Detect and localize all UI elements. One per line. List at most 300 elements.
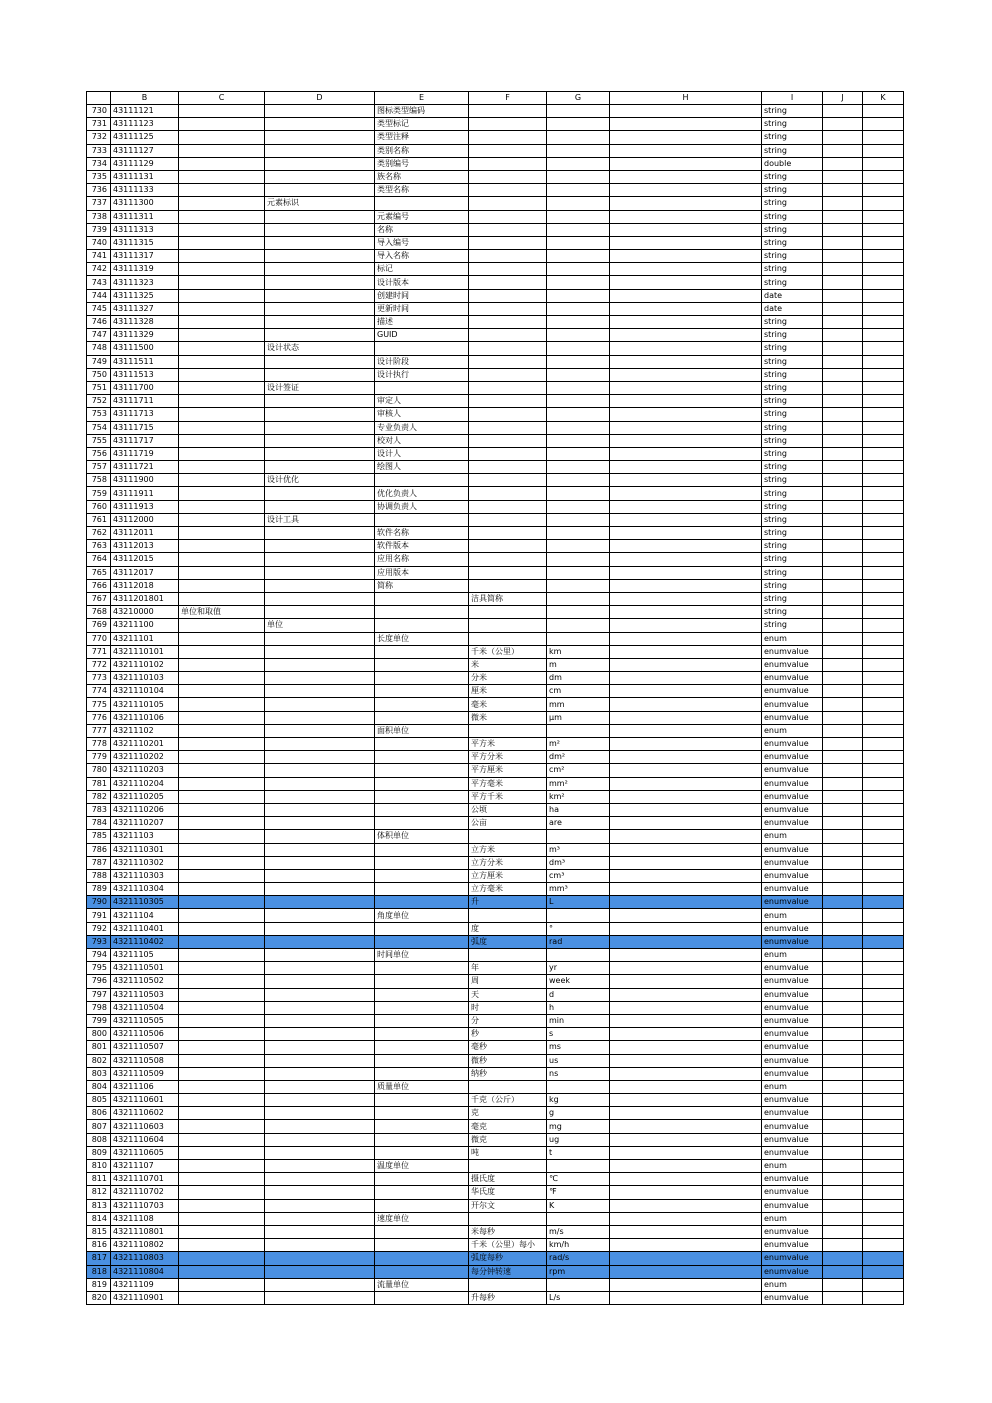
table-row[interactable] [87,645,904,658]
level2-cell[interactable] [265,302,375,315]
column-k-cell[interactable] [863,421,904,434]
name-cell[interactable]: 弧度每秒 [469,1252,547,1265]
level3-cell[interactable]: 简称 [375,579,469,592]
code-cell[interactable]: 43111319 [111,263,179,276]
column-k-cell[interactable] [863,527,904,540]
unit-cell[interactable]: are [547,817,610,830]
code-cell[interactable]: 4321110506 [111,1028,179,1041]
column-j-cell[interactable] [823,513,863,526]
name-cell[interactable] [469,236,547,249]
unit-cell[interactable]: m [547,658,610,671]
column-k-cell[interactable] [863,540,904,553]
unit-cell[interactable]: d [547,988,610,1001]
row-number-cell[interactable]: 801 [87,1041,111,1054]
level1-cell[interactable] [179,856,265,869]
table-row[interactable] [87,302,904,315]
table-row[interactable] [87,447,904,460]
level3-cell[interactable] [375,856,469,869]
name-cell[interactable]: 千克（公斤） [469,1094,547,1107]
name-cell[interactable] [469,289,547,302]
type-cell[interactable]: string [762,434,823,447]
level2-cell[interactable] [265,461,375,474]
code-cell[interactable]: 43111311 [111,210,179,223]
level1-cell[interactable] [179,302,265,315]
name-cell[interactable] [469,619,547,632]
name-cell[interactable]: 秒 [469,1028,547,1041]
level3-cell[interactable]: 流量单位 [375,1278,469,1291]
level3-cell[interactable]: 角度单位 [375,909,469,922]
column-j-cell[interactable] [823,922,863,935]
note-cell[interactable] [610,527,762,540]
column-k-cell[interactable] [863,487,904,500]
name-cell[interactable]: 天 [469,988,547,1001]
unit-cell[interactable] [547,236,610,249]
row-number-cell[interactable]: 819 [87,1278,111,1291]
level1-cell[interactable] [179,922,265,935]
column-k-cell[interactable] [863,764,904,777]
code-cell[interactable]: 43211102 [111,724,179,737]
row-number-cell[interactable]: 808 [87,1133,111,1146]
row-number-cell[interactable]: 784 [87,817,111,830]
level3-cell[interactable]: 导入名称 [375,250,469,263]
column-j-cell[interactable] [823,434,863,447]
unit-cell[interactable]: m/s [547,1225,610,1238]
level2-cell[interactable] [265,1146,375,1159]
level3-cell[interactable]: 族名称 [375,170,469,183]
table-row[interactable] [87,856,904,869]
unit-cell[interactable]: L [547,896,610,909]
table-row[interactable] [87,843,904,856]
level1-cell[interactable] [179,1107,265,1120]
level3-cell[interactable] [375,883,469,896]
level1-cell[interactable] [179,1225,265,1238]
column-j-cell[interactable] [823,236,863,249]
column-j-cell[interactable] [823,302,863,315]
code-cell[interactable]: 4321110207 [111,817,179,830]
level3-cell[interactable]: 审核人 [375,408,469,421]
column-j-cell[interactable] [823,474,863,487]
row-number-cell[interactable]: 748 [87,342,111,355]
level1-cell[interactable] [179,803,265,816]
note-cell[interactable] [610,447,762,460]
table-row[interactable] [87,157,904,170]
note-cell[interactable] [610,1014,762,1027]
code-cell[interactable]: 4321110507 [111,1041,179,1054]
note-cell[interactable] [610,1054,762,1067]
level3-cell[interactable] [375,672,469,685]
table-row[interactable] [87,1186,904,1199]
table-row[interactable] [87,408,904,421]
code-cell[interactable]: 4321110901 [111,1291,179,1304]
note-cell[interactable] [610,513,762,526]
name-cell[interactable] [469,184,547,197]
column-k-cell[interactable] [863,632,904,645]
level1-cell[interactable] [179,131,265,144]
level1-cell[interactable]: 单位和取值 [179,606,265,619]
unit-cell[interactable]: μm [547,711,610,724]
level2-cell[interactable] [265,540,375,553]
column-j-cell[interactable] [823,883,863,896]
column-k-cell[interactable] [863,316,904,329]
code-cell[interactable]: 43111129 [111,157,179,170]
unit-cell[interactable] [547,830,610,843]
column-k-cell[interactable] [863,1173,904,1186]
column-k-cell[interactable] [863,658,904,671]
column-k-cell[interactable] [863,184,904,197]
name-cell[interactable] [469,1080,547,1093]
table-row[interactable] [87,724,904,737]
code-cell[interactable]: 4321110401 [111,922,179,935]
row-number-cell[interactable]: 736 [87,184,111,197]
level2-cell[interactable] [265,1278,375,1291]
level1-cell[interactable] [179,513,265,526]
unit-cell[interactable] [547,421,610,434]
level2-cell[interactable]: 元素标识 [265,197,375,210]
table-row[interactable] [87,105,904,118]
row-number-cell[interactable]: 735 [87,170,111,183]
table-row[interactable] [87,461,904,474]
name-cell[interactable]: 洁具简称 [469,592,547,605]
table-row[interactable] [87,1080,904,1093]
name-cell[interactable] [469,131,547,144]
type-cell[interactable]: enumvalue [762,1107,823,1120]
level3-cell[interactable]: 应用版本 [375,566,469,579]
name-cell[interactable] [469,276,547,289]
note-cell[interactable] [610,1120,762,1133]
name-cell[interactable]: 克 [469,1107,547,1120]
note-cell[interactable] [610,342,762,355]
column-j-cell[interactable] [823,949,863,962]
column-j-cell[interactable] [823,250,863,263]
row-number-cell[interactable]: 759 [87,487,111,500]
unit-cell[interactable]: m² [547,738,610,751]
column-j-cell[interactable] [823,830,863,843]
unit-cell[interactable]: rad [547,935,610,948]
note-cell[interactable] [610,685,762,698]
level2-cell[interactable] [265,1041,375,1054]
level3-cell[interactable] [375,1014,469,1027]
column-j-cell[interactable] [823,1278,863,1291]
unit-cell[interactable]: cm² [547,764,610,777]
name-cell[interactable] [469,566,547,579]
table-row[interactable] [87,922,904,935]
unit-cell[interactable]: cm [547,685,610,698]
row-number-cell[interactable]: 741 [87,250,111,263]
column-k-cell[interactable] [863,1041,904,1054]
unit-cell[interactable] [547,170,610,183]
type-cell[interactable]: date [762,289,823,302]
column-j-cell[interactable] [823,1265,863,1278]
row-number-cell[interactable]: 746 [87,316,111,329]
table-row[interactable] [87,1094,904,1107]
level2-cell[interactable] [265,1239,375,1252]
column-j-cell[interactable] [823,1001,863,1014]
note-cell[interactable] [610,764,762,777]
column-k-cell[interactable] [863,1094,904,1107]
name-cell[interactable]: 平方米 [469,738,547,751]
column-k-cell[interactable] [863,1120,904,1133]
unit-cell[interactable]: ℉ [547,1186,610,1199]
row-number-cell[interactable]: 803 [87,1067,111,1080]
level2-cell[interactable] [265,975,375,988]
table-row[interactable] [87,118,904,131]
note-cell[interactable] [610,223,762,236]
column-header-j[interactable]: J [823,92,863,105]
column-k-cell[interactable] [863,434,904,447]
level2-cell[interactable] [265,1080,375,1093]
column-k-cell[interactable] [863,1133,904,1146]
row-number-cell[interactable]: 765 [87,566,111,579]
level3-cell[interactable] [375,817,469,830]
level1-cell[interactable] [179,843,265,856]
level2-cell[interactable] [265,210,375,223]
level3-cell[interactable]: 优化负责人 [375,487,469,500]
column-k-cell[interactable] [863,698,904,711]
table-row[interactable] [87,236,904,249]
table-row[interactable] [87,210,904,223]
column-j-cell[interactable] [823,118,863,131]
level1-cell[interactable] [179,1173,265,1186]
column-k-cell[interactable] [863,236,904,249]
row-number-cell[interactable]: 816 [87,1239,111,1252]
code-cell[interactable]: 43111721 [111,461,179,474]
name-cell[interactable] [469,329,547,342]
type-cell[interactable]: string [762,184,823,197]
type-cell[interactable]: string [762,553,823,566]
row-number-cell[interactable]: 815 [87,1225,111,1238]
note-cell[interactable] [610,434,762,447]
note-cell[interactable] [610,579,762,592]
level2-cell[interactable] [265,738,375,751]
level1-cell[interactable] [179,1146,265,1159]
type-cell[interactable]: enumvalue [762,1054,823,1067]
note-cell[interactable] [610,724,762,737]
column-k-cell[interactable] [863,250,904,263]
unit-cell[interactable] [547,434,610,447]
table-row[interactable] [87,540,904,553]
name-cell[interactable]: 升 [469,896,547,909]
column-j-cell[interactable] [823,843,863,856]
column-k-cell[interactable] [863,1028,904,1041]
column-j-cell[interactable] [823,421,863,434]
column-j-cell[interactable] [823,592,863,605]
level2-cell[interactable] [265,434,375,447]
level3-cell[interactable] [375,738,469,751]
code-cell[interactable]: 4321110804 [111,1265,179,1278]
level1-cell[interactable] [179,1041,265,1054]
column-j-cell[interactable] [823,988,863,1001]
row-number-cell[interactable]: 795 [87,962,111,975]
row-number-cell[interactable]: 782 [87,790,111,803]
type-cell[interactable]: enumvalue [762,1041,823,1054]
column-k-cell[interactable] [863,1001,904,1014]
level2-cell[interactable] [265,263,375,276]
note-cell[interactable] [610,698,762,711]
name-cell[interactable] [469,909,547,922]
name-cell[interactable] [469,157,547,170]
code-cell[interactable]: 43112015 [111,553,179,566]
level3-cell[interactable]: 类型标记 [375,118,469,131]
column-k-cell[interactable] [863,1291,904,1304]
column-j-cell[interactable] [823,856,863,869]
level3-cell[interactable] [375,962,469,975]
code-cell[interactable]: 43111719 [111,447,179,460]
column-k-cell[interactable] [863,500,904,513]
code-cell[interactable]: 4321110301 [111,843,179,856]
level1-cell[interactable] [179,711,265,724]
column-k-cell[interactable] [863,738,904,751]
type-cell[interactable]: enumvalue [762,790,823,803]
name-cell[interactable] [469,447,547,460]
row-number-cell[interactable]: 807 [87,1120,111,1133]
level1-cell[interactable] [179,830,265,843]
level1-cell[interactable] [179,1133,265,1146]
level3-cell[interactable] [375,1265,469,1278]
level3-cell[interactable] [375,751,469,764]
column-j-cell[interactable] [823,1291,863,1304]
note-cell[interactable] [610,1265,762,1278]
note-cell[interactable] [610,1028,762,1041]
type-cell[interactable]: string [762,368,823,381]
note-cell[interactable] [610,408,762,421]
unit-cell[interactable]: ° [547,922,610,935]
row-number-cell[interactable]: 775 [87,698,111,711]
note-cell[interactable] [610,1067,762,1080]
column-j-cell[interactable] [823,1173,863,1186]
level2-cell[interactable] [265,1054,375,1067]
level1-cell[interactable] [179,105,265,118]
column-j-cell[interactable] [823,368,863,381]
table-row[interactable] [87,869,904,882]
level1-cell[interactable] [179,395,265,408]
row-number-cell[interactable]: 809 [87,1146,111,1159]
note-cell[interactable] [610,184,762,197]
type-cell[interactable]: enumvalue [762,1265,823,1278]
code-cell[interactable]: 4321110601 [111,1094,179,1107]
type-cell[interactable]: string [762,513,823,526]
row-number-cell[interactable]: 791 [87,909,111,922]
column-k-cell[interactable] [863,342,904,355]
row-number-cell[interactable]: 766 [87,579,111,592]
row-number-cell[interactable]: 812 [87,1186,111,1199]
unit-cell[interactable] [547,632,610,645]
level2-cell[interactable] [265,672,375,685]
type-cell[interactable]: string [762,316,823,329]
column-j-cell[interactable] [823,777,863,790]
level2-cell[interactable] [265,1094,375,1107]
note-cell[interactable] [610,263,762,276]
name-cell[interactable]: 米 [469,658,547,671]
column-header-i[interactable]: I [762,92,823,105]
row-number-cell[interactable]: 771 [87,645,111,658]
level1-cell[interactable] [179,632,265,645]
code-cell[interactable]: 4321110103 [111,672,179,685]
row-number-cell[interactable]: 757 [87,461,111,474]
code-cell[interactable]: 43111325 [111,289,179,302]
type-cell[interactable]: enumvalue [762,817,823,830]
name-cell[interactable]: 每分钟转速 [469,1265,547,1278]
code-cell[interactable]: 43111317 [111,250,179,263]
column-k-cell[interactable] [863,817,904,830]
table-row[interactable] [87,962,904,975]
level1-cell[interactable] [179,236,265,249]
type-cell[interactable]: enumvalue [762,1120,823,1133]
code-cell[interactable]: 43112011 [111,527,179,540]
table-row[interactable] [87,803,904,816]
level1-cell[interactable] [179,250,265,263]
unit-cell[interactable] [547,381,610,394]
column-j-cell[interactable] [823,909,863,922]
row-number-cell[interactable]: 751 [87,381,111,394]
name-cell[interactable] [469,302,547,315]
row-number-cell[interactable]: 798 [87,1001,111,1014]
table-row[interactable] [87,381,904,394]
code-cell[interactable]: 43111327 [111,302,179,315]
table-row[interactable] [87,1265,904,1278]
name-cell[interactable]: 纳秒 [469,1067,547,1080]
name-cell[interactable] [469,223,547,236]
type-cell[interactable]: enumvalue [762,962,823,975]
name-cell[interactable] [469,949,547,962]
level2-cell[interactable] [265,1067,375,1080]
name-cell[interactable]: 吨 [469,1146,547,1159]
column-header-e[interactable]: E [375,92,469,105]
level3-cell[interactable]: 名称 [375,223,469,236]
column-k-cell[interactable] [863,1252,904,1265]
row-number-cell[interactable]: 781 [87,777,111,790]
level2-cell[interactable] [265,408,375,421]
unit-cell[interactable] [547,566,610,579]
column-j-cell[interactable] [823,1120,863,1133]
column-j-cell[interactable] [823,395,863,408]
table-row[interactable] [87,988,904,1001]
level1-cell[interactable] [179,1028,265,1041]
level1-cell[interactable] [179,883,265,896]
level2-cell[interactable] [265,777,375,790]
note-cell[interactable] [610,751,762,764]
note-cell[interactable] [610,896,762,909]
column-j-cell[interactable] [823,500,863,513]
table-row[interactable] [87,474,904,487]
level3-cell[interactable]: 时间单位 [375,949,469,962]
row-number-cell[interactable]: 811 [87,1173,111,1186]
type-cell[interactable]: string [762,118,823,131]
level2-cell[interactable] [265,527,375,540]
row-number-cell[interactable]: 763 [87,540,111,553]
unit-cell[interactable]: us [547,1054,610,1067]
unit-cell[interactable]: rpm [547,1265,610,1278]
name-cell[interactable]: 公亩 [469,817,547,830]
level3-cell[interactable] [375,896,469,909]
unit-cell[interactable]: ug [547,1133,610,1146]
unit-cell[interactable]: s [547,1028,610,1041]
unit-cell[interactable]: week [547,975,610,988]
type-cell[interactable]: enum [762,949,823,962]
level2-cell[interactable] [265,790,375,803]
type-cell[interactable]: string [762,223,823,236]
level1-cell[interactable] [179,1014,265,1027]
name-cell[interactable] [469,632,547,645]
column-k-cell[interactable] [863,289,904,302]
code-cell[interactable]: 4321110202 [111,751,179,764]
level3-cell[interactable]: 软件名称 [375,527,469,540]
column-k-cell[interactable] [863,856,904,869]
level3-cell[interactable]: 元素编号 [375,210,469,223]
row-number-cell[interactable]: 753 [87,408,111,421]
code-cell[interactable]: 4321110803 [111,1252,179,1265]
unit-cell[interactable] [547,355,610,368]
column-k-cell[interactable] [863,975,904,988]
